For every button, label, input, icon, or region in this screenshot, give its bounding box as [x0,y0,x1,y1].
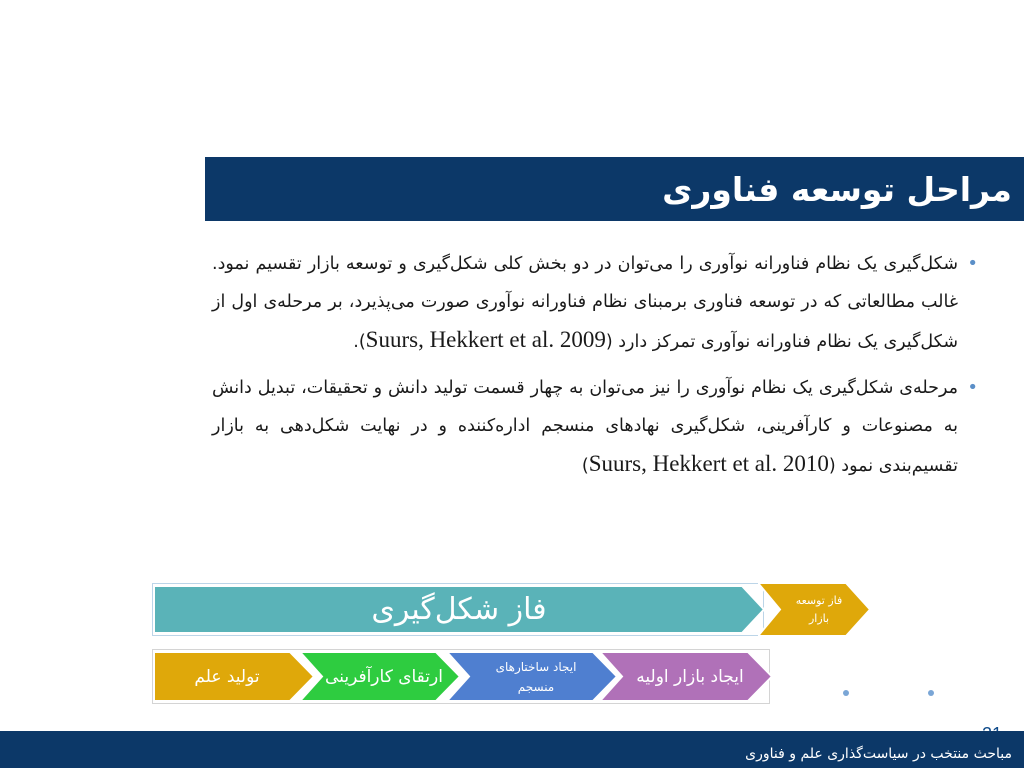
footer-text: مباحث منتخب در سیاست‌گذاری علم و فناوری [745,746,1012,762]
citation: Suurs, Hekkert et al. 2010 [588,451,829,476]
step-label-line1: ایجاد ساختارهای [495,659,577,674]
step-initial-market [600,652,772,701]
development-phase-chevron [758,583,870,636]
formation-phase-label: فاز شکل‌گیری [371,592,547,627]
bullet-item-2 [212,369,980,485]
bullet-icon: • [967,253,978,274]
step-label: ایجاد بازار اولیه [636,666,744,687]
development-phase-line2: بازار [808,611,830,625]
slide-content [212,245,980,493]
bullet-item-1 [212,245,980,361]
bullet-tail: ) [581,456,589,476]
step-entrepreneurship [300,652,460,701]
decorative-dot [928,690,934,696]
bullet-text: شکل‌گیری یک نظام فناورانه نوآوری را می‌توان در دو بخش کلی شکل‌گیری و توسعه بازار تقسیم نمود. غالب مطالعاتی که در توسعه فناوری برمبنای نظام فناورانه نوآوری صورت می‌پذیرد، بر مرحله‌ی اول از شکل‌گیری یک نظام فناورانه نوآوری تمرکز دارد ( [212,254,958,352]
bullet-icon: • [967,377,978,398]
formation-phase-chevron [154,586,764,633]
footer-bar [0,731,1024,768]
bullet-text: مرحله‌ی شکل‌گیری یک نظام نوآوری را نیز می‌توان به چهار قسمت تولید دانش و تحقیقات، تبدیل دانش به مصنوعات و کارآفرینی، شکل‌گیری نهادهای منسجم اداره‌کننده و در نهایت شکل‌دهی به بازار تقسیم‌بندی نمود ( [212,378,958,476]
development-phase-label [786,592,843,628]
step-label-line2: منسجم [517,679,555,694]
slide-title-bar [205,157,1024,221]
slide-title: مراحل توسعه فناوری [662,169,1012,209]
decorative-dot [843,690,849,696]
step-label: ارتقای کارآفرینی [325,666,443,687]
step-label: تولید علم [194,666,260,687]
step-label [488,657,577,697]
development-phase-line1: فاز توسعه [795,593,843,607]
step-coherent-structures [447,652,617,701]
step-science-production [154,652,314,701]
bullet-tail: ). [353,332,366,352]
citation: Suurs, Hekkert et al. 2009 [365,327,606,352]
